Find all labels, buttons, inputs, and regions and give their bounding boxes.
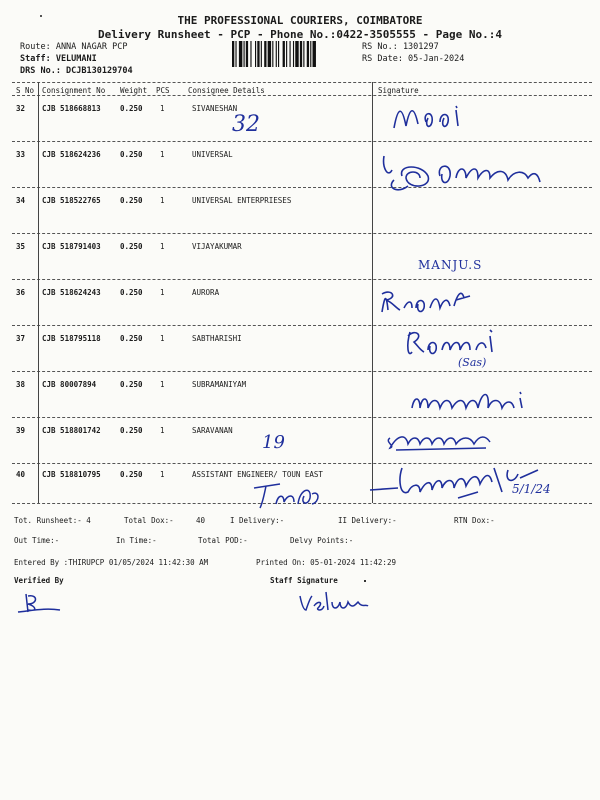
- total-dox-value: 40: [196, 516, 206, 525]
- signature-scribble: [250, 474, 330, 514]
- signature-text: (Sas): [458, 356, 487, 369]
- row-consignment: CJB 518624243: [42, 288, 101, 297]
- column-divider: [372, 82, 373, 503]
- barcode-image: [232, 41, 354, 67]
- row-pcs: 1: [160, 426, 165, 435]
- row-consignment: CJB 518522765: [42, 196, 101, 205]
- row-pcs: 1: [160, 380, 165, 389]
- row-sno: 38: [16, 380, 26, 389]
- row-consignment: CJB 518624236: [42, 150, 101, 159]
- row-weight: 0.250: [120, 470, 143, 479]
- col-header-consignment: Consignment No: [42, 86, 106, 95]
- company-title: THE PROFESSIONAL COURIERS, COIMBATORE: [177, 14, 423, 27]
- row-consignee: ASSISTANT ENGINEER/ TOUN EAST: [192, 470, 323, 479]
- runsheet-subtitle: Delivery Runsheet - PCP - Phone No.:0422-3505555 - Page No.:4: [98, 28, 502, 41]
- row-pcs: 1: [160, 334, 165, 343]
- row-sno: 33: [16, 150, 26, 159]
- row-weight: 0.250: [120, 104, 143, 113]
- row-weight: 0.250: [120, 334, 143, 343]
- signature-scribble: [408, 386, 558, 418]
- row-divider: [12, 279, 592, 280]
- col-header-signature: Signature: [378, 86, 419, 95]
- row-consignment: CJB 518795118: [42, 334, 101, 343]
- col-header-consignee: Consignee Details: [188, 86, 265, 95]
- signature-scribble: [382, 428, 502, 456]
- row-consignee: SIVANESHAN: [192, 104, 238, 113]
- row-consignee: SARAVANAN: [192, 426, 233, 435]
- printed-on: Printed On: 05-01-2024 11:42:29: [256, 558, 396, 567]
- row-consignee: SABTHARISHI: [192, 334, 242, 343]
- verified-by: Verified By: [14, 576, 64, 585]
- table-header-rule: [12, 95, 592, 96]
- row-weight: 0.250: [120, 150, 143, 159]
- row-consignment: CJB 80007894: [42, 380, 97, 389]
- row-sno: 35: [16, 242, 26, 251]
- ii-delivery: II Delivery:-: [338, 516, 397, 525]
- signature-scribble: [378, 148, 548, 202]
- row-divider: [12, 233, 592, 234]
- row-consignment: CJB 518791403: [42, 242, 101, 251]
- entered-by: Entered By :THIRUPCP 01/05/2024 11:42:30 AM: [14, 558, 209, 567]
- signature-scribble: [390, 100, 510, 138]
- row-pcs: 1: [160, 104, 165, 113]
- col-header-pcs: PCS: [156, 86, 170, 95]
- row-consignee: AURORA: [192, 288, 220, 297]
- row-consignee: UNIVERSAL: [192, 150, 233, 159]
- row-weight: 0.250: [120, 288, 143, 297]
- row-consignment: CJB 518801742: [42, 426, 101, 435]
- row-weight: 0.250: [120, 196, 143, 205]
- row-divider: [12, 141, 592, 142]
- in-time: In Time:-: [116, 536, 157, 545]
- row-weight: 0.250: [120, 242, 143, 251]
- staff-signature-label: Staff Signature: [270, 576, 338, 585]
- i-delivery: I Delivery:-: [230, 516, 285, 525]
- row-pcs: 1: [160, 288, 165, 297]
- staff-label: Staff: VELUMANI: [20, 54, 97, 64]
- row-pcs: 1: [160, 196, 165, 205]
- signature-scribble: [378, 282, 478, 322]
- delvy-points: Delvy Points:-: [290, 536, 354, 545]
- row-pcs: 1: [160, 470, 165, 479]
- row-weight: 0.250: [120, 426, 143, 435]
- out-time: Out Time:-: [14, 536, 60, 545]
- row-divider: [12, 325, 592, 326]
- row-sno: 36: [16, 288, 26, 297]
- row-consignment: CJB 518668813: [42, 104, 101, 113]
- row-consignee: SUBRAMANIYAM: [192, 380, 247, 389]
- row-sno: 34: [16, 196, 26, 205]
- total-pod: Total POD:-: [198, 536, 248, 545]
- row-pcs: 1: [160, 150, 165, 159]
- row-weight: 0.250: [120, 380, 143, 389]
- handwritten-note: 19: [262, 432, 285, 453]
- rtn-dox: RTN Dox:-: [454, 516, 495, 525]
- signature-text: MANJU.S: [418, 258, 483, 272]
- rs-number: RS No.: 1301297: [362, 42, 439, 52]
- verifier-signature: [16, 590, 66, 620]
- ink-speck: [364, 580, 366, 582]
- row-divider: [12, 371, 592, 372]
- column-divider: [38, 82, 39, 503]
- total-dox-label: Total Dox:-: [124, 516, 174, 525]
- row-consignee: UNIVERSAL ENTERPRIESES: [192, 196, 292, 205]
- row-consignment: CJB 518810795: [42, 470, 101, 479]
- col-header-weight: Weight: [120, 86, 148, 95]
- row-sno: 37: [16, 334, 26, 343]
- route-label: Route: ANNA NAGAR PCP: [20, 42, 128, 52]
- row-sno: 40: [16, 470, 26, 479]
- drs-label: DRS No.: DCJB130129704: [20, 66, 133, 76]
- signature-date: 5/1/24: [512, 482, 551, 496]
- tot-runsheet: Tot. Runsheet:- 4: [14, 516, 91, 525]
- signature-scribble: [404, 326, 504, 366]
- col-header-sno: S No: [16, 86, 35, 95]
- row-consignee: VIJAYAKUMAR: [192, 242, 242, 251]
- row-pcs: 1: [160, 242, 165, 251]
- rs-date: RS Date: 05-Jan-2024: [362, 54, 465, 64]
- row-sno: 32: [16, 104, 26, 113]
- staff-signature: [296, 588, 376, 620]
- row-sno: 39: [16, 426, 26, 435]
- handwritten-note: 32: [232, 112, 260, 137]
- table-top-rule: [12, 82, 592, 83]
